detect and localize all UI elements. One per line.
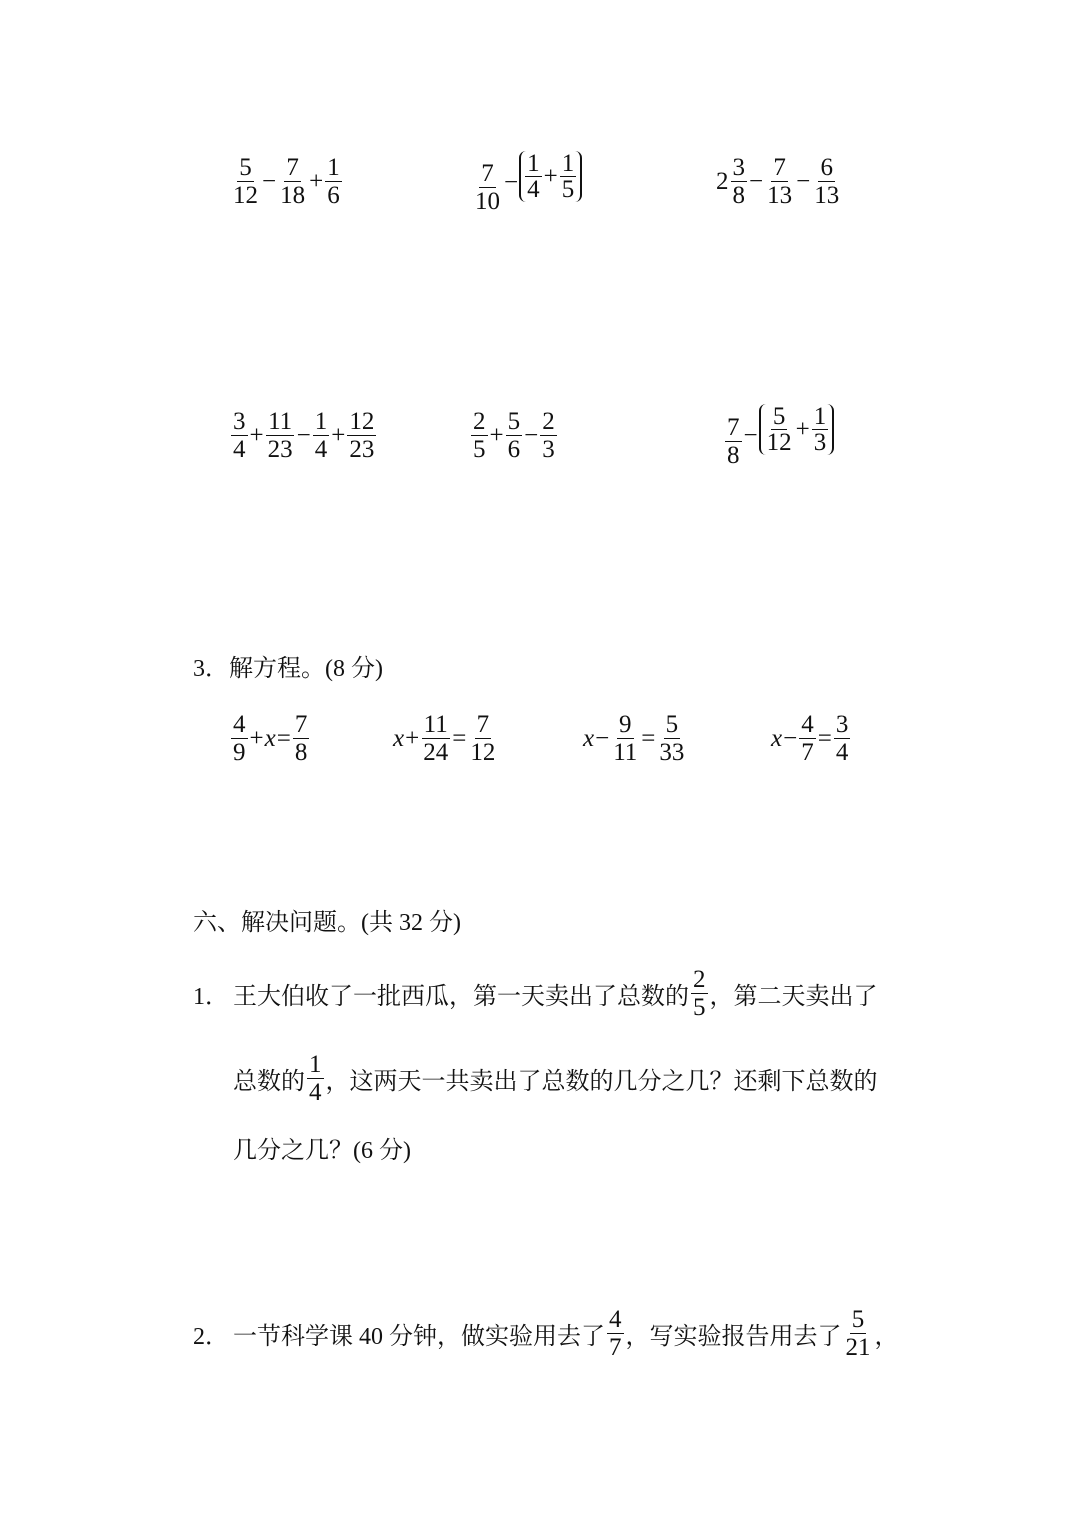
fraction: $\frac{1}{3}$ bbox=[813, 403, 827, 456]
variable: x bbox=[264, 725, 276, 752]
expression-2 bbox=[472, 150, 582, 215]
operator: + bbox=[309, 168, 324, 195]
fraction: $\frac{2}{5}$ bbox=[693, 966, 706, 1021]
operator: + bbox=[795, 416, 810, 443]
fraction: $\frac{2}{3}$ bbox=[542, 408, 555, 463]
operator: − bbox=[262, 168, 277, 195]
fraction: $\frac{5}{21}$ bbox=[845, 1306, 871, 1361]
fraction: $\frac{7}{18}$ bbox=[280, 154, 306, 209]
problem-1-line-2 bbox=[233, 1051, 878, 1106]
fraction: $\frac{3}{8}$ bbox=[732, 154, 745, 209]
whole-number: 2 bbox=[716, 168, 729, 195]
fraction: $\frac{7}{12}$ bbox=[470, 711, 496, 766]
problem-text: ，第二天卖出了 bbox=[709, 984, 878, 1010]
operator: − bbox=[743, 422, 758, 449]
fraction: $\frac{7}{8}$ bbox=[294, 711, 308, 766]
operator: + bbox=[489, 422, 504, 449]
operator: + bbox=[331, 422, 346, 449]
operator: + bbox=[405, 725, 420, 752]
fraction: $\frac{4}{7}$ bbox=[609, 1306, 622, 1361]
problem-2-line-1 bbox=[193, 1306, 899, 1361]
fraction: $\frac{1}{4}$ bbox=[314, 408, 328, 463]
fraction: $\frac{5}{12}$ bbox=[233, 154, 258, 209]
variable: x bbox=[583, 725, 595, 752]
operator: − bbox=[296, 422, 311, 449]
fraction: $\frac{1}{6}$ bbox=[327, 154, 340, 209]
operator: − bbox=[796, 168, 811, 195]
problem-text: 王大伯收了一批西瓜，第一天卖出了总数的 bbox=[233, 984, 689, 1010]
operator: + bbox=[249, 725, 264, 752]
expression-6 bbox=[724, 402, 834, 469]
problem-1-line-3: 几分之几？(6 分) bbox=[233, 1138, 411, 1164]
section-heading-equations: 3．解方程。(8 分) bbox=[193, 656, 383, 682]
fraction: $\frac{1}{5}$ bbox=[561, 150, 575, 203]
equals-sign: = bbox=[452, 725, 467, 752]
variable: x bbox=[771, 725, 783, 752]
section-heading-problems: 六、解决问题。(共 32 分) bbox=[193, 910, 461, 936]
fraction: $\frac{2}{5}$ bbox=[473, 408, 486, 463]
fraction: $\frac{6}{13}$ bbox=[814, 154, 840, 209]
expression-1 bbox=[230, 154, 343, 209]
operator: + bbox=[543, 163, 558, 190]
fraction: $\frac{4}{7}$ bbox=[801, 711, 814, 766]
operator: − bbox=[749, 168, 764, 195]
fraction: $\frac{5}{6}$ bbox=[507, 408, 521, 463]
fraction: $\frac{3}{4}$ bbox=[835, 711, 849, 766]
equals-sign: = bbox=[276, 725, 291, 752]
fraction: $\frac{11}{23}$ bbox=[267, 408, 293, 463]
equation-1 bbox=[230, 711, 310, 766]
fraction: $\frac{7}{10}$ bbox=[475, 160, 500, 215]
equation-4 bbox=[771, 711, 851, 766]
fraction: $\frac{5}{33}$ bbox=[659, 711, 685, 766]
problem-number: 2． bbox=[193, 1324, 229, 1350]
fraction: $\frac{5}{12}$ bbox=[766, 403, 792, 456]
fraction: $\frac{1}{4}$ bbox=[527, 150, 540, 203]
variable: x bbox=[393, 725, 405, 752]
problem-text: ，这两天一共卖出了总数的几分之几？还剩下总数的 bbox=[325, 1069, 878, 1095]
problem-text: 总数的 bbox=[233, 1069, 305, 1095]
parentheses bbox=[759, 404, 835, 455]
fraction: $\frac{12}{23}$ bbox=[349, 408, 375, 463]
fraction: $\frac{4}{9}$ bbox=[233, 711, 246, 766]
equation-2 bbox=[393, 711, 498, 766]
equals-sign: = bbox=[641, 725, 656, 752]
operator: − bbox=[504, 169, 519, 196]
operator: + bbox=[249, 422, 264, 449]
fraction: $\frac{3}{4}$ bbox=[233, 408, 246, 463]
equation-3 bbox=[583, 711, 687, 766]
operator: − bbox=[595, 725, 610, 752]
fraction: $\frac{9}{11}$ bbox=[613, 711, 638, 766]
problem-number: 1． bbox=[193, 984, 229, 1010]
fraction: $\frac{7}{13}$ bbox=[767, 154, 793, 209]
expression-4 bbox=[230, 408, 377, 463]
fraction: $\frac{7}{8}$ bbox=[727, 414, 740, 469]
equals-sign: = bbox=[817, 725, 832, 752]
parentheses bbox=[519, 151, 582, 202]
operator: − bbox=[524, 422, 539, 449]
problem-text: ，写实验报告用去了 bbox=[625, 1324, 842, 1350]
expression-3 bbox=[716, 154, 842, 209]
problem-1-line-1 bbox=[193, 966, 878, 1021]
operator: − bbox=[783, 725, 798, 752]
fraction: $\frac{1}{4}$ bbox=[309, 1051, 322, 1106]
fraction: $\frac{11}{24}$ bbox=[423, 711, 449, 766]
problem-text: 一节科学课 40 分钟，做实验用去了 bbox=[233, 1324, 605, 1350]
expression-5 bbox=[470, 408, 558, 463]
problem-text: ， bbox=[874, 1324, 899, 1350]
